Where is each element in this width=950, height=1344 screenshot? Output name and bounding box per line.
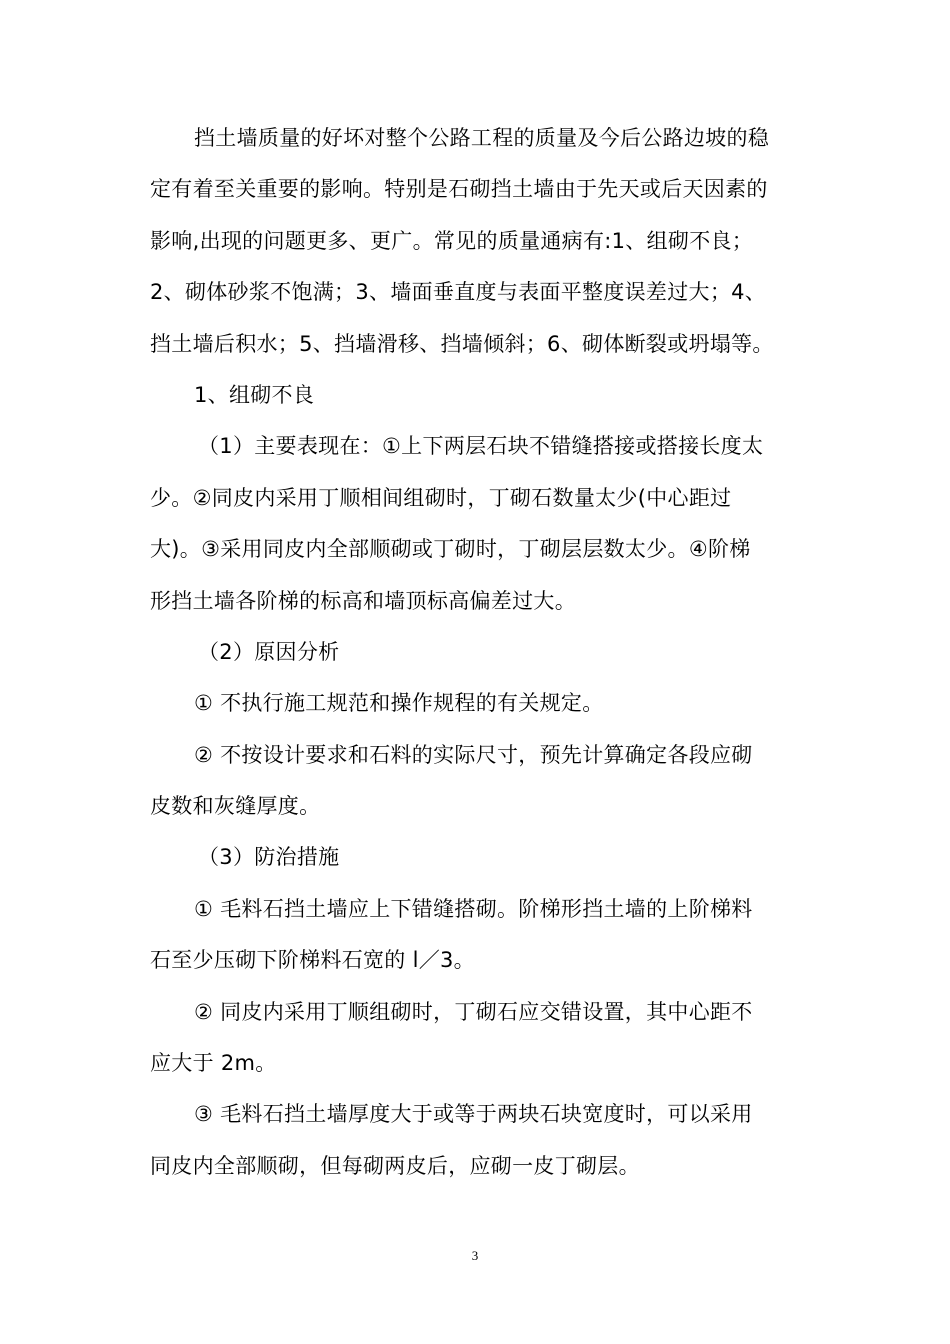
text-line: 影响,出现的问题更多、更广。常见的质量通病有:1、组砌不良； [150, 228, 754, 253]
text-line: （1）主要表现在：①上下两层石块不错缝搭接或搭接长度太 [198, 434, 764, 459]
text-line: 挡土墙质量的好坏对整个公路工程的质量及今后公路边坡的稳 [194, 126, 770, 150]
text-line: 大)。③采用同皮内全部顺砌或丁砌时，丁砌层层数太少。④阶梯 [150, 537, 751, 562]
text-line: ② 同皮内采用丁顺组砌时，丁砌石应交错设置，其中心距不 [194, 999, 753, 1024]
text-line: 形挡土墙各阶梯的标高和墙顶标高偏差过大。 [150, 588, 576, 613]
text-line: 石至少压砌下阶梯料石宽的 l／3。 [150, 948, 475, 973]
text-line: 挡土墙后积水；5、挡墙滑移、挡墙倾斜；6、砌体断裂或坍塌等。 [150, 331, 774, 356]
text-line: ③ 毛料石挡土墙厚度大于或等于两块石块宽度时，可以采用 [194, 1102, 753, 1127]
text-line: 2、砌体砂浆不饱满；3、墙面垂直度与表面平整度误差过大；4、 [150, 280, 767, 305]
text-line: 应大于 2m。 [150, 1051, 277, 1076]
subsection-heading: （2）原因分析 [198, 639, 340, 664]
subsection-heading: （3）防治措施 [198, 845, 340, 870]
text-line: ① 不执行施工规范和操作规程的有关规定。 [194, 691, 604, 716]
text-line: 皮数和灰缝厚度。 [150, 794, 321, 819]
text-line: ② 不按设计要求和石料的实际尺寸，预先计算确定各段应砌 [194, 742, 753, 767]
document-body [150, 113, 810, 1192]
section-heading: 1、组砌不良 [194, 382, 315, 407]
page-number: 3 [471, 1248, 479, 1263]
text-line: 少。②同皮内采用丁顺相间组砌时，丁砌石数量太少(中心距过 [150, 485, 732, 510]
text-line: 同皮内全部顺砌，但每砌两皮后，应砌一皮丁砌层。 [150, 1153, 640, 1178]
text-line: ① 毛料石挡土墙应上下错缝搭砌。阶梯形挡土墙的上阶梯料 [194, 896, 753, 921]
text-line: 定有着至关重要的影响。特别是石砌挡土墙由于先天或后天因素的 [150, 177, 768, 202]
